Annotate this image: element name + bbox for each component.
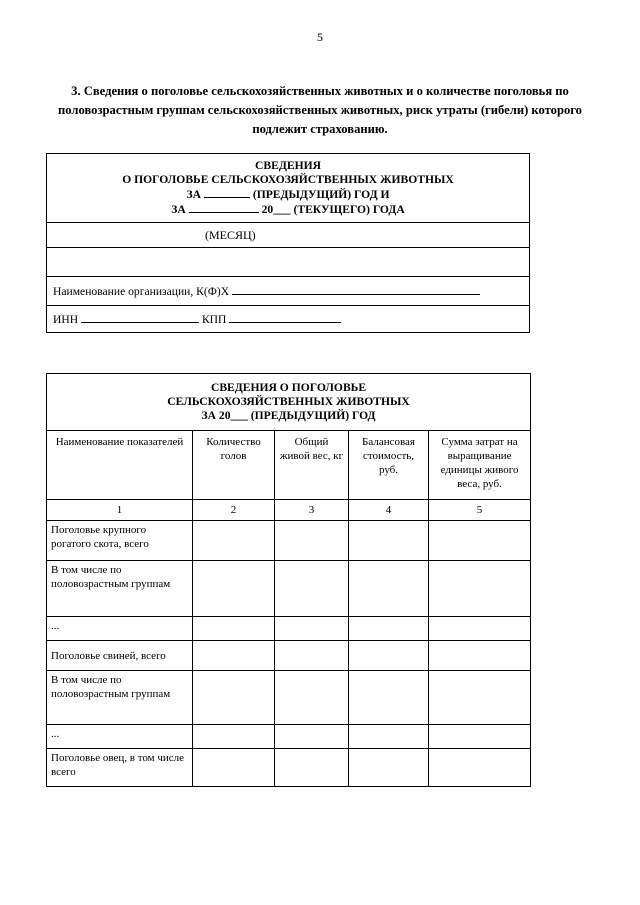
form1-title-line4 <box>53 202 523 217</box>
table-cell[interactable] <box>193 641 275 671</box>
form1-title-line4-suffix: (ТЕКУЩЕГО) ГОДА <box>293 203 405 216</box>
table-cell[interactable] <box>275 749 349 787</box>
row-label: Поголовье крупного рогатого скота, всего <box>47 521 193 561</box>
table-cell[interactable] <box>349 521 429 561</box>
column-header: Количество голов <box>193 431 275 500</box>
row-label: В том числе по половозрастным группам <box>47 671 193 725</box>
table-cell[interactable] <box>429 521 531 561</box>
form1-title-line3-suffix: (ПРЕДЫДУЩИЙ) ГОД И <box>252 188 390 201</box>
table-cell[interactable] <box>275 617 349 641</box>
table-row <box>47 521 531 561</box>
inn-label: ИНН <box>53 313 79 326</box>
column-header: Общий живой вес, кг <box>275 431 349 500</box>
form2-title-line2: СЕЛЬСКОХОЗЯЙСТВЕННЫХ ЖИВОТНЫХ <box>167 395 410 408</box>
table-cell[interactable] <box>349 749 429 787</box>
table-row <box>47 641 531 671</box>
table-cell[interactable] <box>275 671 349 725</box>
kpp-field[interactable] <box>229 312 341 323</box>
table-cell[interactable] <box>429 617 531 641</box>
table-cell[interactable] <box>349 725 429 749</box>
table-cell[interactable] <box>349 641 429 671</box>
table-cell[interactable] <box>429 671 531 725</box>
table-cell[interactable] <box>349 617 429 641</box>
form1-title <box>47 154 530 223</box>
row-label: ... <box>47 617 193 641</box>
table-cell[interactable] <box>429 749 531 787</box>
form1-title-line3-prefix: ЗА <box>186 188 202 201</box>
page-number: 5 <box>317 30 323 44</box>
form2-title-line3: ЗА 20___ (ПРЕДЫДУЩИЙ) ГОД <box>201 409 376 422</box>
row-label: ... <box>47 725 193 749</box>
column-header-row <box>47 431 531 500</box>
table-row <box>47 561 531 617</box>
table-row <box>47 617 531 641</box>
organization-label: Наименование организации, К(Ф)Х <box>53 285 230 298</box>
table-row <box>47 671 531 725</box>
organization-row <box>47 277 530 306</box>
form2-title-line1: СВЕДЕНИЯ О ПОГОЛОВЬЕ <box>210 381 367 394</box>
column-number: 3 <box>275 500 349 521</box>
column-number: 4 <box>349 500 429 521</box>
form1-title-line3 <box>53 187 523 202</box>
table-cell[interactable] <box>275 521 349 561</box>
previous-year-field[interactable] <box>204 187 250 198</box>
column-header: Сумма затрат на выращивание единицы живого веса, руб. <box>429 431 531 500</box>
inn-kpp-row <box>47 306 530 333</box>
inn-field[interactable] <box>81 312 199 323</box>
table-cell[interactable] <box>429 561 531 617</box>
form1-title-line1: СВЕДЕНИЯ <box>255 159 321 172</box>
month-field[interactable] <box>189 202 259 213</box>
table-cell[interactable] <box>193 521 275 561</box>
section-heading: 3. Сведения о поголовье сельскохозяйственных животных и о количестве поголовья по половозрастным группам сельскохозяйственных животных, риск утраты (гибели) которого подлежит страхованию. <box>58 84 582 136</box>
column-number-row <box>47 500 531 521</box>
organization-field[interactable] <box>232 284 480 295</box>
table-cell[interactable] <box>275 561 349 617</box>
table-cell[interactable] <box>193 725 275 749</box>
month-label: (МЕСЯЦ) <box>47 223 530 248</box>
column-number: 1 <box>47 500 193 521</box>
table-cell[interactable] <box>275 641 349 671</box>
blank-row <box>47 248 530 277</box>
table-cell[interactable] <box>349 561 429 617</box>
row-label: Поголовье свиней, всего <box>47 641 193 671</box>
form1-title-line4-prefix: ЗА <box>171 203 186 216</box>
column-header: Наименование показателей <box>47 431 193 500</box>
column-header: Балансовая стоимость, руб. <box>349 431 429 500</box>
table-cell[interactable] <box>275 725 349 749</box>
table-cell[interactable] <box>349 671 429 725</box>
table-cell[interactable] <box>193 671 275 725</box>
row-label: Поголовье овец, в том числе всего <box>47 749 193 787</box>
form1-title-line4-mid: 20___ <box>261 203 291 216</box>
livestock-info-form <box>46 153 530 333</box>
table-cell[interactable] <box>429 641 531 671</box>
column-number: 2 <box>193 500 275 521</box>
table-row <box>47 725 531 749</box>
table-cell[interactable] <box>193 561 275 617</box>
livestock-table <box>46 373 531 787</box>
form1-title-line2: О ПОГОЛОВЬЕ СЕЛЬСКОХОЗЯЙСТВЕННЫХ ЖИВОТНЫХ <box>122 173 454 186</box>
table-cell[interactable] <box>193 749 275 787</box>
table-cell[interactable] <box>193 617 275 641</box>
kpp-label: КПП <box>201 313 227 326</box>
row-label: В том числе по половозрастным группам <box>47 561 193 617</box>
form2-title <box>47 374 531 431</box>
table-row <box>47 749 531 787</box>
column-number: 5 <box>429 500 531 521</box>
table-cell[interactable] <box>429 725 531 749</box>
